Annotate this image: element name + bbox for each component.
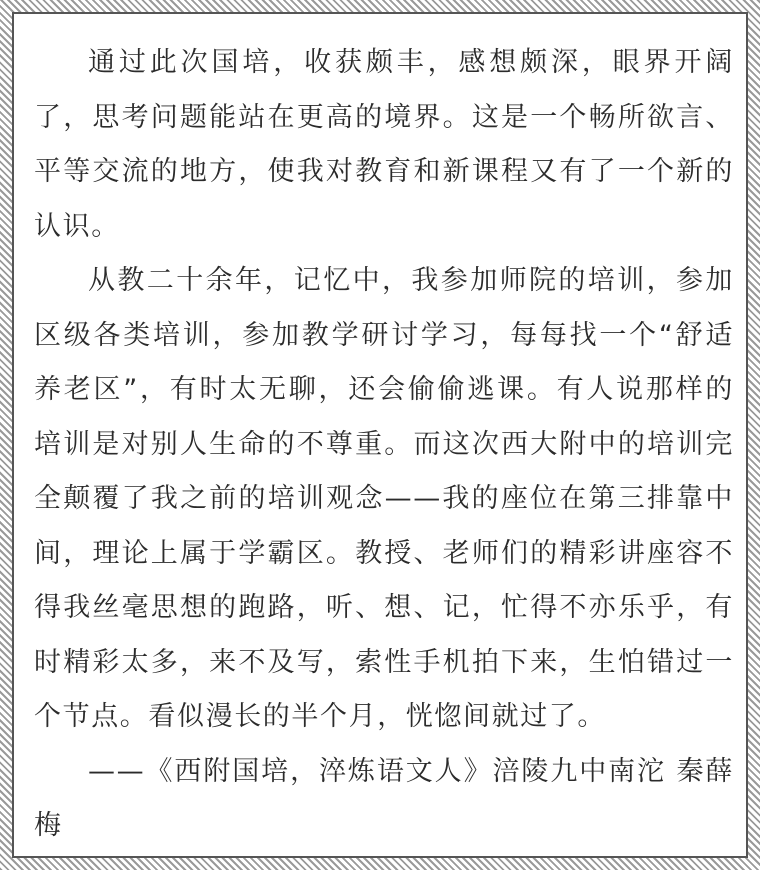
article-body (34, 36, 734, 854)
text-card (12, 12, 748, 858)
attribution-line: ——《西附国培，淬炼语文人》涪陵九中南沱 秦薛梅 (34, 755, 734, 841)
paragraph-reflection: 通过此次国培，收获颇丰，感想颇深，眼界开阔了，思考问题能站在更高的境界。这是一个畅所欲言、平等交流的地方，使我对教育和新课程又有了一个新的认识。 (34, 47, 734, 242)
paragraph-experience: 从教二十余年，记忆中，我参加师院的培训，参加区级各类培训，参加教学研讨学习，每每找一个“舒适养老区”，有时太无聊，还会偷偷逃课。有人说那样的培训是对别人生命的不尊重。而这次西大附中的培训完全颠覆了我之前的培训观念——我的座位在第三排靠中间，理论上属于学霸区。教授、老师们的精彩讲座容不得我丝毫思想的跑路，听、想、记，忙得不亦乐乎，有时精彩太多，来不及写，索性手机拍下来，生怕错过一个节点。看似漫长的半个月，恍惚间就过了。 (34, 265, 734, 732)
